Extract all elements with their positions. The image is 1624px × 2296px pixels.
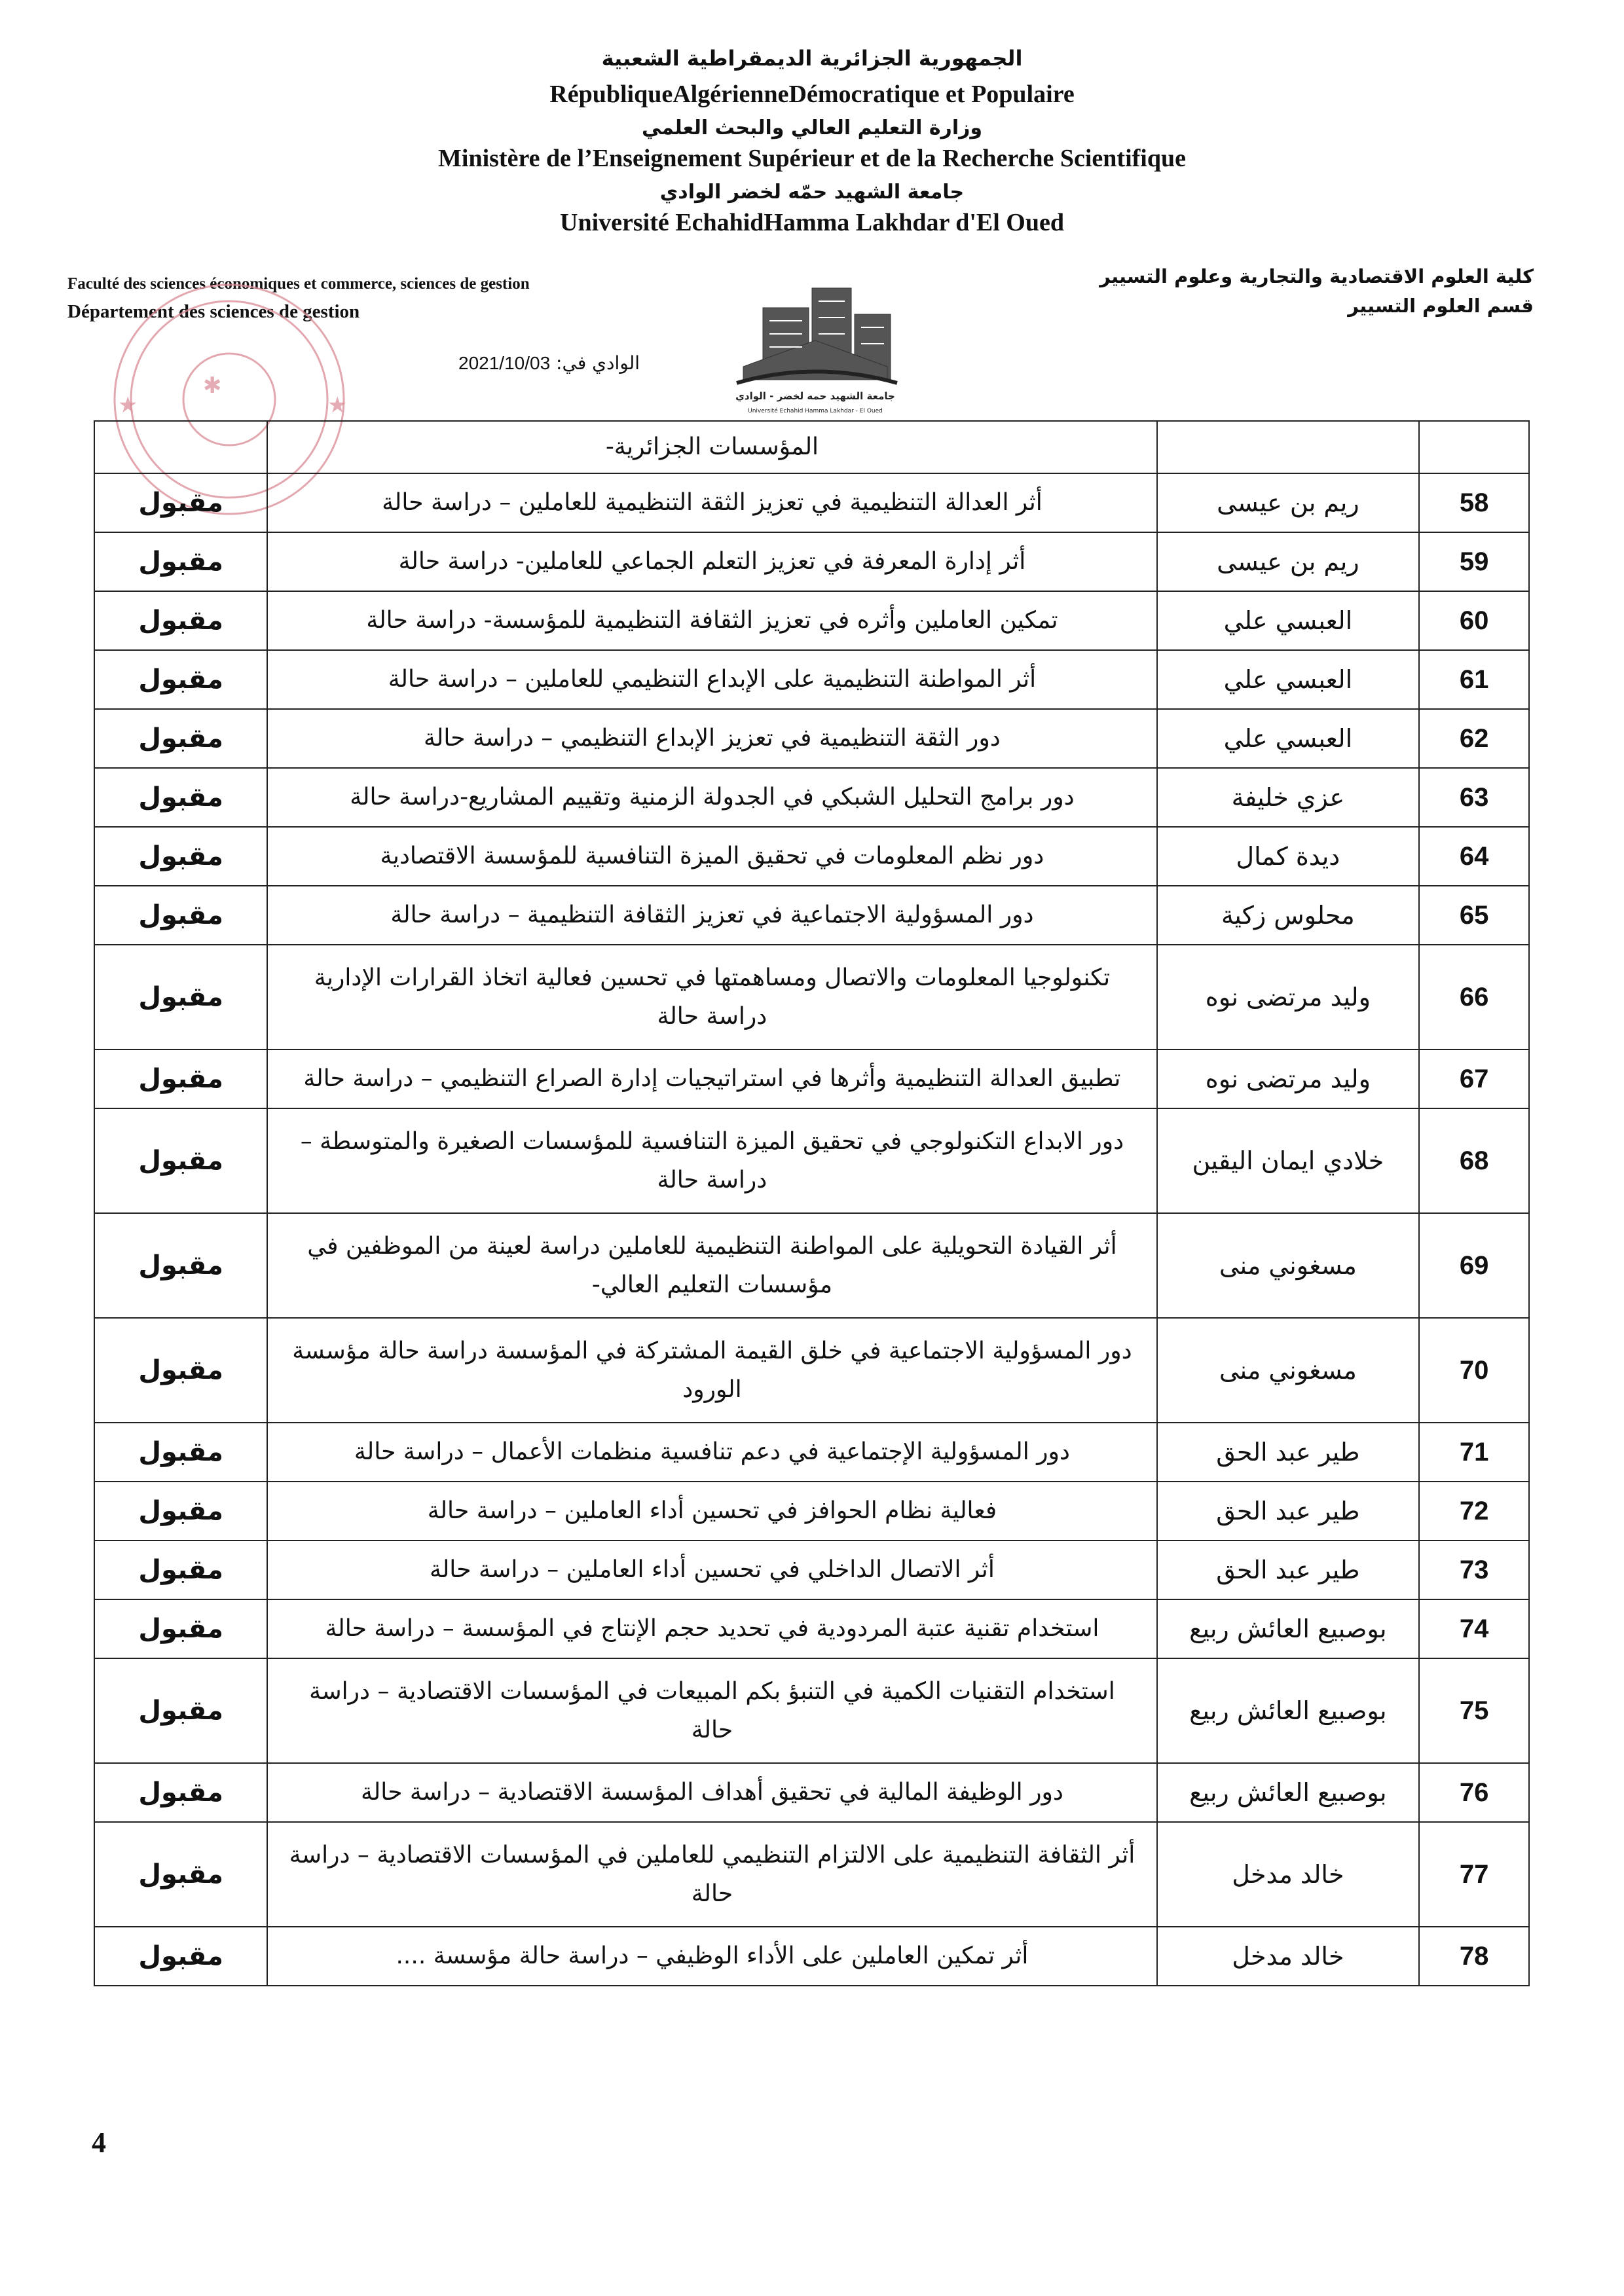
continuation-title: المؤسسات الجزائرية-: [267, 421, 1156, 473]
status-badge: مقبول: [94, 1482, 267, 1540]
student-name: مسغوني منى: [1157, 1318, 1420, 1423]
status-badge: مقبول: [94, 473, 267, 532]
thesis-title: دور الابداع التكنولوجي في تحقيق الميزة التنافسية للمؤسسات الصغيرة والمتوسطة – دراسة حالة: [267, 1108, 1156, 1213]
date-label: الوادي في:: [556, 352, 640, 374]
svg-text:✱: ✱: [203, 373, 222, 399]
table-row: [94, 1763, 1529, 1822]
status-badge: مقبول: [94, 650, 267, 709]
student-name: العبسي علي: [1157, 650, 1420, 709]
status-badge: مقبول: [94, 1049, 267, 1108]
thesis-title: دور المسؤولية الإجتماعية في دعم تنافسية منظمات الأعمال – دراسة حالة: [267, 1423, 1156, 1482]
thesis-title: دور الوظيفة المالية في تحقيق أهداف المؤسسة الاقتصادية – دراسة حالة: [267, 1763, 1156, 1822]
row-number: 66: [1419, 945, 1529, 1049]
republic-title-ar: الجمهورية الجزائرية الديمقراطية الشعبية: [601, 46, 1023, 71]
republic-title-fr: RépubliqueAlgérienneDémocratique et Populaire: [549, 81, 1075, 108]
student-name: ديدة كمال: [1157, 827, 1420, 886]
student-name: بوصبيع العائش ربيع: [1157, 1658, 1420, 1763]
svg-text:★: ★: [118, 392, 138, 418]
table-row-continuation: [94, 421, 1529, 473]
student-name: طير عبد الحق: [1157, 1423, 1420, 1482]
row-number: 58: [1419, 473, 1529, 532]
table-row: [94, 1658, 1529, 1763]
table-row: [94, 1318, 1529, 1423]
table-row: [94, 1049, 1529, 1108]
department-name-ar: قسم العلوم التسيير: [1348, 295, 1534, 317]
row-number: 70: [1419, 1318, 1529, 1423]
thesis-title: أثر الاتصال الداخلي في تحسين أداء العاملين – دراسة حالة: [267, 1540, 1156, 1599]
row-number: 61: [1419, 650, 1529, 709]
student-name: طير عبد الحق: [1157, 1540, 1420, 1599]
table-row: [94, 1599, 1529, 1658]
row-number: 73: [1419, 1540, 1529, 1599]
thesis-topics-table: [94, 420, 1530, 1986]
table-cell-name: [1157, 421, 1420, 473]
row-number: 68: [1419, 1108, 1529, 1213]
table-row: [94, 827, 1529, 886]
table-row: [94, 1540, 1529, 1599]
thesis-title: أثر إدارة المعرفة في تعزيز التعلم الجماعي للعاملين- دراسة حالة: [267, 532, 1156, 591]
row-number: 67: [1419, 1049, 1529, 1108]
student-name: مسغوني منى: [1157, 1213, 1420, 1318]
svg-text:★: ★: [327, 392, 348, 418]
status-badge: مقبول: [94, 1763, 267, 1822]
thesis-title: تمكين العاملين وأثره في تعزيز الثقافة التنظيمية للمؤسسة- دراسة حالة: [267, 591, 1156, 650]
thesis-title: تكنولوجيا المعلومات والاتصال ومساهمتها في تحسين فعالية اتخاذ القرارات الإدارية دراسة حالة: [267, 945, 1156, 1049]
status-badge: مقبول: [94, 886, 267, 945]
student-name: العبسي علي: [1157, 591, 1420, 650]
university-title-ar: جامعة الشهيد حمّه لخضر الوادي: [659, 181, 965, 204]
department-name-fr: Département des sciences de gestion: [67, 301, 360, 322]
status-badge: مقبول: [94, 1658, 267, 1763]
row-number: 78: [1419, 1927, 1529, 1986]
table-row: [94, 768, 1529, 827]
status-badge: مقبول: [94, 709, 267, 768]
status-badge: مقبول: [94, 827, 267, 886]
status-badge: مقبول: [94, 1423, 267, 1482]
status-badge: مقبول: [94, 1927, 267, 1986]
student-name: وليد مرتضى نوه: [1157, 945, 1420, 1049]
thesis-title: دور المسؤولية الاجتماعية في خلق القيمة المشتركة في المؤسسة دراسة حالة مؤسسة الورود: [267, 1318, 1156, 1423]
status-badge: مقبول: [94, 1213, 267, 1318]
student-name: خالد مدخل: [1157, 1927, 1420, 1986]
status-badge: مقبول: [94, 1540, 267, 1599]
table-row: [94, 532, 1529, 591]
student-name: خالد مدخل: [1157, 1822, 1420, 1927]
thesis-title: أثر العدالة التنظيمية في تعزيز الثقة التنظيمية للعاملين – دراسة حالة: [267, 473, 1156, 532]
row-number: 71: [1419, 1423, 1529, 1482]
row-number: 72: [1419, 1482, 1529, 1540]
status-badge: مقبول: [94, 1599, 267, 1658]
faculty-name-ar: كلية العلوم الاقتصادية والتجارية وعلوم التسيير: [1099, 265, 1534, 287]
status-badge: مقبول: [94, 532, 267, 591]
row-number: 75: [1419, 1658, 1529, 1763]
page-number: 4: [92, 2126, 106, 2159]
table-row: [94, 886, 1529, 945]
student-name: ريم بن عيسى: [1157, 532, 1420, 591]
status-badge: مقبول: [94, 1318, 267, 1423]
logo-caption-ar: جامعة الشهيد حمه لخضر - الوادي: [735, 390, 895, 402]
row-number: 65: [1419, 886, 1529, 945]
date-line: [458, 352, 640, 374]
thesis-title: دور برامج التحليل الشبكي في الجدولة الزمنية وتقييم المشاريع-دراسة حالة: [267, 768, 1156, 827]
row-number: 60: [1419, 591, 1529, 650]
thesis-title: دور المسؤولية الاجتماعية في تعزيز الثقافة التنظيمية – دراسة حالة: [267, 886, 1156, 945]
thesis-title: تطبيق العدالة التنظيمية وأثرها في استراتيجيات إدارة الصراع التنظيمي – دراسة حالة: [267, 1049, 1156, 1108]
table-row: [94, 1423, 1529, 1482]
row-number: 69: [1419, 1213, 1529, 1318]
row-number: 74: [1419, 1599, 1529, 1658]
student-name: عزي خليفة: [1157, 768, 1420, 827]
table-row: [94, 650, 1529, 709]
thesis-title: استخدام تقنية عتبة المردودية في تحديد حجم الإنتاج في المؤسسة – دراسة حالة: [267, 1599, 1156, 1658]
table-cell-status: [94, 421, 267, 473]
ministry-title-ar: وزارة التعليم العالي والبحث العلمي: [641, 117, 983, 139]
university-title-fr: Université EchahidHamma Lakhdar d'El Oued: [560, 209, 1064, 236]
table-row: [94, 945, 1529, 1049]
table-cell-num: [1419, 421, 1529, 473]
thesis-title: دور نظم المعلومات في تحقيق الميزة التنافسية للمؤسسة الاقتصادية: [267, 827, 1156, 886]
table-row: [94, 1927, 1529, 1986]
table-row: [94, 591, 1529, 650]
student-name: ريم بن عيسى: [1157, 473, 1420, 532]
table-row: [94, 1213, 1529, 1318]
row-number: 77: [1419, 1822, 1529, 1927]
student-name: وليد مرتضى نوه: [1157, 1049, 1420, 1108]
status-badge: مقبول: [94, 591, 267, 650]
table-row: [94, 473, 1529, 532]
ministry-title-fr: Ministère de l’Enseignement Supérieur et de la Recherche Scientifique: [438, 145, 1186, 172]
university-logo: [724, 268, 907, 419]
row-number: 63: [1419, 768, 1529, 827]
table-row: [94, 1482, 1529, 1540]
status-badge: مقبول: [94, 1108, 267, 1213]
thesis-title: أثر المواطنة التنظيمية على الإبداع التنظيمي للعاملين – دراسة حالة: [267, 650, 1156, 709]
student-name: خلادي ايمان اليقين: [1157, 1108, 1420, 1213]
status-badge: مقبول: [94, 768, 267, 827]
status-badge: مقبول: [94, 945, 267, 1049]
row-number: 59: [1419, 532, 1529, 591]
faculty-name-fr: Faculté des sciences économiques et commerce, sciences de gestion: [67, 275, 530, 293]
date-value: 2021/10/03: [458, 353, 551, 373]
row-number: 62: [1419, 709, 1529, 768]
student-name: بوصبيع العائش ربيع: [1157, 1763, 1420, 1822]
student-name: بوصبيع العائش ربيع: [1157, 1599, 1420, 1658]
row-number: 64: [1419, 827, 1529, 886]
logo-caption-fr: Université Echahid Hamma Lakhdar - El Oued: [748, 408, 883, 414]
thesis-title: أثر القيادة التحويلية على المواطنة التنظيمية للعاملين دراسة لعينة من الموظفين في مؤسسات التعليم العالي-: [267, 1213, 1156, 1318]
thesis-title: دور الثقة التنظيمية في تعزيز الإبداع التنظيمي – دراسة حالة: [267, 709, 1156, 768]
thesis-title: استخدام التقنيات الكمية في التنبؤ بكم المبيعات في المؤسسات الاقتصادية – دراسة حالة: [267, 1658, 1156, 1763]
thesis-title: فعالية نظام الحوافز في تحسين أداء العاملين – دراسة حالة: [267, 1482, 1156, 1540]
student-name: طير عبد الحق: [1157, 1482, 1420, 1540]
thesis-title: أثر الثقافة التنظيمية على الالتزام التنظيمي للعاملين في المؤسسات الاقتصادية – دراسة حالة: [267, 1822, 1156, 1927]
row-number: 76: [1419, 1763, 1529, 1822]
table-row: [94, 1108, 1529, 1213]
table-row: [94, 1822, 1529, 1927]
thesis-title: أثر تمكين العاملين على الأداء الوظيفي – دراسة حالة مؤسسة ....: [267, 1927, 1156, 1986]
table-row: [94, 709, 1529, 768]
student-name: محلوس زكية: [1157, 886, 1420, 945]
status-badge: مقبول: [94, 1822, 267, 1927]
student-name: العبسي علي: [1157, 709, 1420, 768]
